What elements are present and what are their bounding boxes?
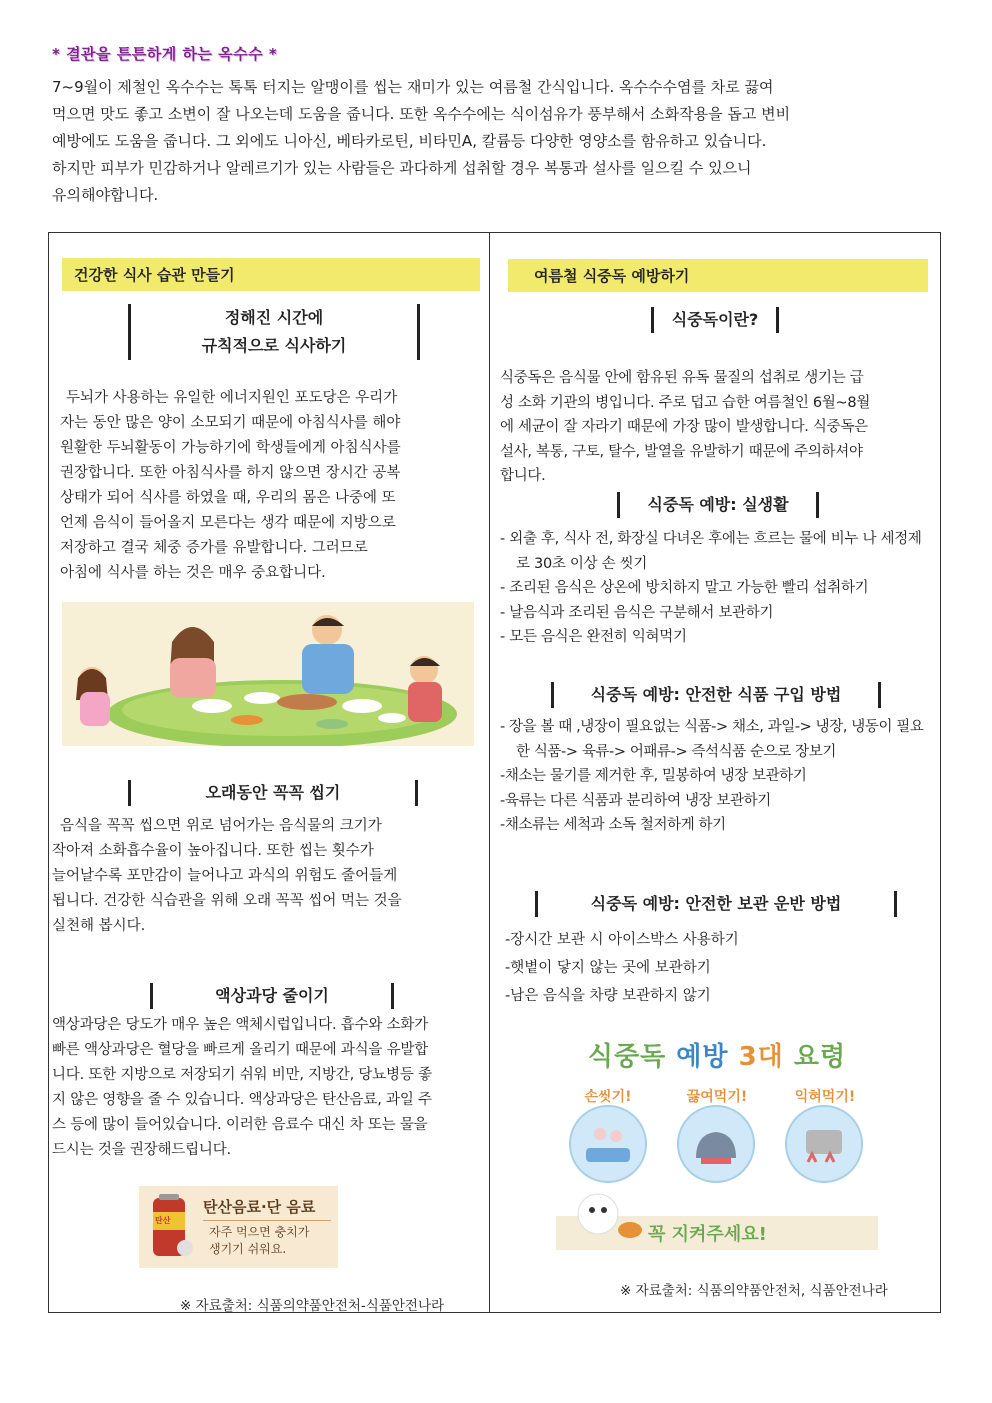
- list-item: - 장을 볼 때 ,냉장이 필요없는 식품-> 채소, 과일-> 냉장, 냉동이 필요한 식품-> 육류-> 어패류-> 즉석식품 순으로 장보기: [500, 719, 924, 760]
- meal-time-paragraph: [60, 386, 480, 586]
- poster-title-part: 3대: [738, 1042, 784, 1072]
- text-line: 액상과당은 당도가 매우 높은 액체시럽입니다. 흡수와 소화가: [52, 1017, 429, 1033]
- intro-line: 하지만 피부가 민감하거나 알레르기가 있는 사람들은 과다하게 섭취할 경우 복통과 설사를 일으킬 수 있으니: [52, 159, 752, 177]
- handwash-icon: [570, 1106, 646, 1182]
- family-meal-illustration: [62, 602, 474, 746]
- intro-line: 7~9월이 제철인 옥수수는 톡톡 터지는 알맹이를 씹는 재미가 있는 여름철 간식입니다. 옥수수수염를 차로 끓여: [52, 78, 774, 96]
- text-line: 설사, 복통, 구토, 탈수, 발열을 유발하기 때문에 주의하셔야: [500, 443, 863, 460]
- poster-title-part: 예방: [676, 1042, 729, 1072]
- poster-title-part: 요령: [793, 1042, 847, 1072]
- intro-line: 유의해야합니다.: [52, 186, 159, 204]
- text-line: 언제 음식이 들어올지 모른다는 생각 때문에 지방으로: [60, 515, 396, 531]
- soda-card-rule: [203, 1220, 331, 1221]
- text-line: 지 않은 영향을 줄 수 있습니다. 액상과당은 탄산음료, 과일 주: [52, 1092, 432, 1108]
- soda-can-icon: [147, 1192, 195, 1262]
- soda-card-title: 탄산음료·단 음료: [203, 1198, 316, 1216]
- list-item: - 조리된 음식은 상온에 방치하지 말고 가능한 빨리 섭취하기: [500, 580, 869, 596]
- left-source: ※ 자료출처: 식품의약품안전처-식품안전나라: [180, 1298, 445, 1314]
- intro-paragraph: [52, 74, 942, 209]
- soda-card-line: 생기기 쉬워요.: [209, 1242, 287, 1256]
- chewing-title: 오래동안 꼭꼭 씹기: [128, 780, 418, 806]
- list-item: - 외출 후, 식사 전, 화장실 다녀온 후에는 흐르는 물에 비누 나 세정제로 30초 이상 손 씻기: [500, 531, 922, 572]
- prevention-purchase-title: 식중독 예방: 안전한 식품 구입 방법: [551, 682, 881, 708]
- meal-time-title: [128, 304, 420, 360]
- prevention-storage-title: 식중독 예방: 안전한 보관 운반 방법: [535, 891, 897, 917]
- poster-title: [556, 1036, 878, 1073]
- text-line: 됩니다. 건강한 식습관을 위해 오래 꼭꼭 씹어 먹는 것을: [52, 893, 402, 909]
- text-line: 권장합니다. 또한 아침식사를 하지 않으면 장시간 공복: [60, 465, 401, 481]
- text-line: 음식을 꼭꼭 씹으면 위로 넘어가는 음식물의 크기가: [60, 818, 382, 834]
- text-line: 니다. 또한 지방으로 저장되기 쉬워 비만, 지방간, 당뇨병등 좋: [52, 1067, 432, 1083]
- list-item: -육류는 다른 식품과 분리하여 냉장 보관하기: [500, 792, 771, 809]
- poster-banner: 꼭 지켜주세요!: [648, 1224, 767, 1245]
- text-line: 저장하고 결국 체중 증가를 유발합니다. 그러므로: [60, 540, 368, 556]
- right-section-header: 여름철 식중독 예방하기: [508, 259, 928, 292]
- soda-can-label: 탄산: [155, 1216, 171, 1225]
- food-poisoning-definition: [500, 366, 932, 489]
- list-item: - 모든 음식은 완전히 익혀먹기: [500, 629, 687, 645]
- poster-item-label: 손씻기!: [584, 1089, 632, 1105]
- soda-card-line: 자주 먹으면 충치가: [209, 1225, 310, 1239]
- text-line: 실천해 봅시다.: [52, 918, 146, 934]
- fructose-title: 액상과당 줄이기: [150, 983, 394, 1009]
- soda-card-text: [209, 1224, 309, 1258]
- list-item: -햇볕이 닿지 않는 곳에 보관하기: [505, 960, 711, 976]
- soda-warning-card: [139, 1186, 338, 1268]
- list-item: -장시간 보관 시 아이스박스 사용하기: [505, 932, 739, 948]
- food-poisoning-poster: [556, 1026, 878, 1254]
- fructose-paragraph: [52, 1013, 488, 1163]
- page-title: * 결관을 튼튼하게 하는 옥수수 *: [52, 45, 278, 63]
- text-line: 빠른 액상과당은 혈당을 빠르게 올리기 때문에 과식을 유발합: [52, 1042, 429, 1058]
- column-divider: [489, 232, 490, 1313]
- text-line: 원활한 두뇌활동이 가능하기에 학생들에게 아침식사를: [60, 440, 401, 456]
- list-item: -남은 음식을 차량 보관하지 않기: [505, 988, 711, 1004]
- poster-title-part: 식중독: [587, 1042, 667, 1072]
- meal-time-title-line: 정해진 시간에: [224, 308, 324, 327]
- poster-item-label: 끓여먹기!: [686, 1089, 748, 1105]
- text-line: 자는 동안 많은 양이 소모되기 때문에 아침식사를 해야: [60, 415, 401, 431]
- text-line: 상태가 되어 식사를 하였을 때, 우리의 몸은 나중에 또: [60, 490, 396, 506]
- left-section-header: 건강한 식사 습관 만들기: [62, 258, 480, 291]
- meal-time-title-line: 규칙적으로 식사하기: [201, 336, 347, 355]
- chewing-paragraph: [52, 814, 488, 939]
- text-line: 늘어날수록 포만감이 늘어나고 과식의 위험도 줄어들게: [52, 868, 398, 884]
- food-poisoning-definition-title: 식중독이란?: [651, 307, 779, 333]
- text-line: 작아져 소화흡수율이 높아집니다. 또한 씹는 횟수가: [52, 843, 374, 859]
- text-line: 스 등에 많이 들어있습니다. 이러한 음료수 대신 차 또는 물을: [52, 1117, 428, 1133]
- intro-line: 먹으면 맛도 좋고 소변이 잘 나오는데 도움을 줍니다. 또한 옥수수에는 식이섬유가 풍부해서 소화작용을 돕고 변비: [52, 105, 791, 123]
- intro-line: 예방에도 도움을 줍니다. 그 외에도 니아신, 베타카로틴, 비타민A, 칼륨등 다양한 영양소를 함유하고 있습니다.: [52, 132, 767, 150]
- poster-item-label: 익혀먹기!: [794, 1089, 856, 1105]
- text-line: 에 세균이 잘 자라기 때문에 가장 많이 발생합니다. 식중독은: [500, 419, 868, 435]
- prevention-storage-list: [505, 926, 925, 1010]
- text-line: 성 소화 기관의 병입니다. 주로 덥고 습한 여름철인 6월~8월: [500, 394, 871, 411]
- right-source: ※ 자료출처: 식품의약품안전처, 식품안전나라: [620, 1283, 888, 1299]
- crab-mascot-icon: [618, 1222, 642, 1238]
- text-line: 두뇌가 사용하는 유일한 에너지원인 포도당은 우리가: [66, 390, 398, 406]
- prevention-daily-list: [500, 527, 932, 650]
- list-item: -채소류는 세척과 소독 철저하게 하기: [500, 817, 726, 833]
- text-line: 합니다.: [500, 468, 546, 484]
- text-line: 드시는 것을 권장해드립니다.: [52, 1142, 231, 1158]
- prevention-purchase-list: [500, 715, 932, 838]
- list-item: -채소는 물기를 제거한 후, 밀봉하여 냉장 보관하기: [500, 768, 807, 784]
- list-item: - 날음식과 조리된 음식은 구분해서 보관하기: [500, 604, 774, 621]
- text-line: 식중독은 음식물 안에 함유된 유독 물질의 섭취로 생기는 급: [500, 370, 864, 386]
- prevention-daily-title: 식중독 예방: 실생활: [617, 492, 819, 518]
- text-line: 아침에 식사를 하는 것은 매우 중요합니다.: [60, 565, 326, 581]
